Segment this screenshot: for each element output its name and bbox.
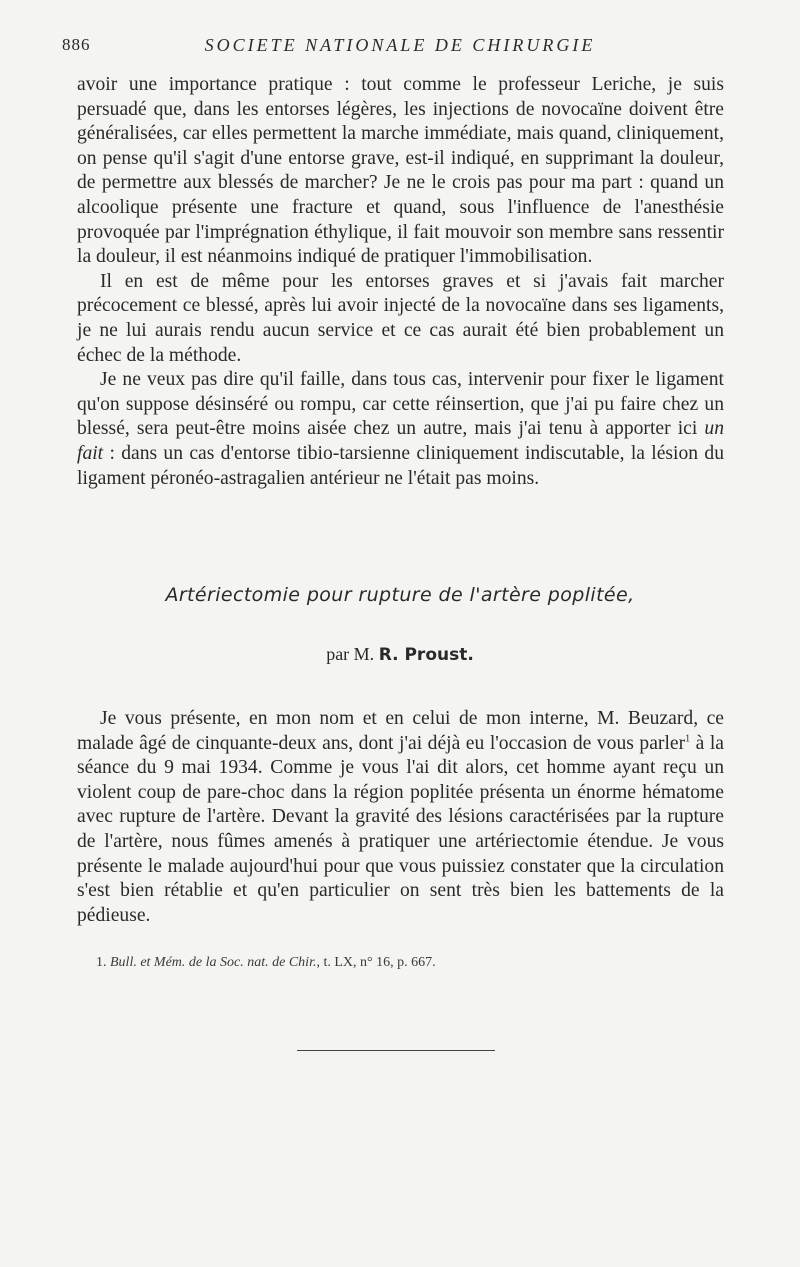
running-title: SOCIETE NATIONALE DE CHIRURGIE	[204, 35, 596, 55]
paragraph	[77, 707, 724, 928]
byline-prefix: par M.	[326, 644, 375, 664]
body-section-1	[77, 73, 724, 491]
body-section-2	[77, 707, 724, 928]
article-title: Artériectomie pour rupture de l'artère poplitée,	[165, 584, 635, 606]
paragraph: Il en est de même pour les entorses graves et si j'avais fait marcher précocement ce blessé, après lui avoir injecté de la novocaïne dans ses ligaments, je ne lui aurais rendu aucun service et ce cas aurait été bien probablement un échec de la méthode.	[77, 270, 724, 366]
paragraph-text: : dans un cas d'entorse tibio-tarsienne cliniquement indiscutable, la lésion du ligament péronéo-astragalien antérieur ne l'était pas moins.	[77, 442, 724, 489]
footnote	[96, 955, 436, 971]
footnote-ref: 1	[685, 733, 691, 745]
paragraph-text: à la séance du 9 mai 1934. Comme je vous l'ai dit alors, cet homme ayant reçu un violent coup de pare-choc dans la région poplitée présenta un énorme hématome avec rupture de l'artère. Devant la gravité des lésions caractérisées par la rupture de l'artère, nous fûmes amenés à pratiquer une artériectomie étendue. Je vous présente le malade aujourd'hui pour que vous puissiez constater que la circulation s'est bien rétablie et qu'en particulier on sent très bien les battements de la pédieuse.	[77, 732, 725, 926]
page-header	[62, 35, 738, 59]
author-name: R. Proust.	[378, 645, 474, 665]
paragraph	[77, 368, 724, 491]
footnote-number: 1.	[96, 955, 107, 970]
page-number: 886	[62, 35, 91, 54]
end-rule	[297, 1050, 495, 1051]
footnote-source: Bull. et Mém. de la Soc. nat. de Chir.	[110, 955, 317, 970]
paragraph: avoir une importance pratique : tout comme le professeur Leriche, je suis persuadé que, dans les entorses légères, les injections de novocaïne doivent être généralisées, car elles permettent la marche immédiate, mais quand, cliniquement, on pense qu'il s'agit d'une entorse grave, est-il indiqué, en supprimant la douleur, de permettre aux blessés de marcher? Je ne le crois pas pour ma part : quand un alcoolique présente une fracture et quand, sous l'influence de l'anesthésie provoquée par l'imprégnation éthylique, il fait mouvoir son membre sans ressentir la douleur, il est néanmoins indiqué de pratiquer l'immobilisation.	[77, 74, 724, 268]
byline	[0, 644, 800, 665]
paragraph-text: Je ne veux pas dire qu'il faille, dans tous cas, intervenir pour fixer le ligament qu'on suppose désinséré ou rompu, car cette réinsertion, que j'ai pu faire chez un blessé, sera peut-être moins aisée chez un autre, mais j'ai tenu à apporter ici	[77, 369, 724, 440]
footnote-ref-detail: , t. LX, n° 16, p. 667.	[316, 955, 436, 970]
paragraph-text: Je vous présente, en mon nom et en celui de mon interne, M. Beuzard, ce malade âgé de cinquante-deux ans, dont j'ai déjà eu l'occasion de vous parler	[77, 708, 724, 754]
emphasis-text: un fait	[77, 418, 724, 464]
